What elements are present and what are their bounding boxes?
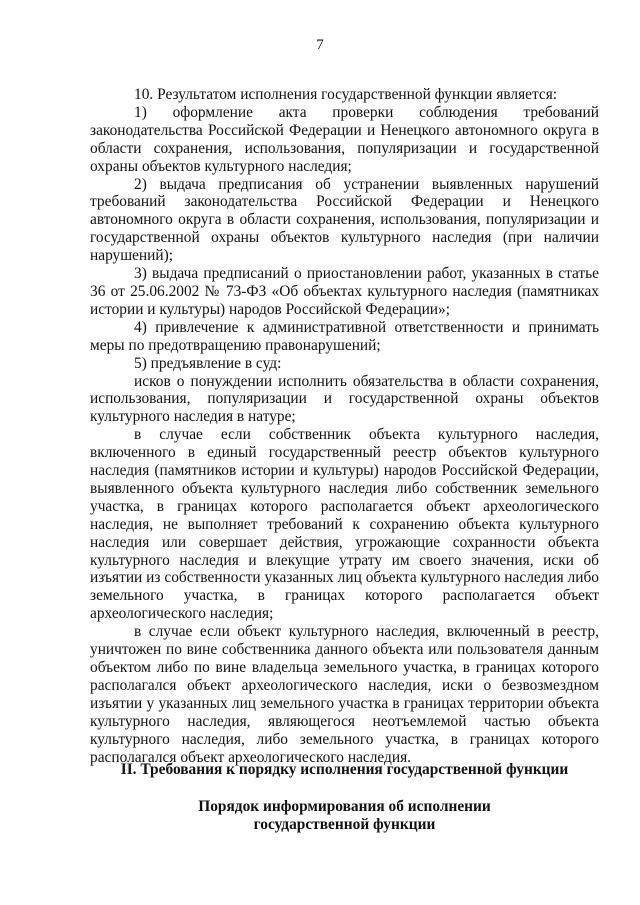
paragraph-item-5: 5) предъявление в суд: [134, 354, 282, 372]
paragraph-lawsuit-3: в случае если объект культурного наследия, включенный в реестр, уничтожен по вине собственника данного объекта или пользователя данным объектом либо по вине владельца земельного участка, в границах которого располагался объект археологического наследия, иски о безвозмездном изъятии у указанных лиц земельного участка в границах территории объекта культурного наследия, являющегося неотъемлемой частью объекта культурного наследия, либо земельного участка, в границах которого располагался объект археологического наследия. [90, 623, 599, 766]
paragraph-item-1: 1) оформление акта проверки соблюдения требований законодательства Российской Федерации и Ненецкого автономного округа в области сохранения, использования, популяризации и государственной охраны объектов культурного наследия; [90, 103, 599, 175]
page-number: 7 [316, 37, 324, 53]
subsection-heading-line-1: Порядок информирования об исполнении [198, 798, 491, 815]
paragraph-lawsuit-2: в случае если собственник объекта культурного наследия, включенного в единый государственный реестр объектов культурного наследия (памятников истории и культуры) народов Российской Федерации, выявленного объекта культурного наследия либо собственник земельного участка, в границах которого располагается объект археологического наследия, не выполняет требований к сохранению объекта культурного наследия или совершает действия, угрожающие сохранности объекта культурного наследия и влекущие утрату им своего значения, иски об изъятии из собственности указанных лиц объекта культурного наследия либо земельного участка, в границах которого располагается объект археологического наследия; [90, 426, 599, 623]
paragraph-lawsuit-1: исков о понуждении исполнить обязательства в области сохранения, использования, популяризации и государственной охраны объектов культурного наследия в натуре; [90, 372, 599, 426]
paragraph-item-3: 3) выдача предписаний о приостановлении работ, указанных в статье 36 от 25.06.2002 № 73-ФЗ «Об объектах культурного наследия (памятниках истории и культуры) народов Российской Федерации»; [90, 265, 599, 318]
document-body [90, 86, 599, 766]
subsection-heading [90, 798, 599, 834]
paragraph-item-2: 2) выдача предписания об устранении выявленных нарушений требований законодательства Российской Федерации и Ненецкого автономного округа в области сохранения, использования, популяризации и государственной охраны объектов культурного наследия (при наличии нарушений); [90, 175, 599, 265]
paragraph-item-4: 4) привлечение к административной ответственности и принимать меры по предотвращению правонарушений; [90, 318, 599, 354]
section-heading: II. Требования к порядку исполнения государственной функции [120, 761, 569, 778]
paragraph-result-intro: 10. Результатом исполнения государственной функции является: [134, 86, 558, 103]
subsection-heading-line-2: государственной функции [253, 816, 436, 833]
